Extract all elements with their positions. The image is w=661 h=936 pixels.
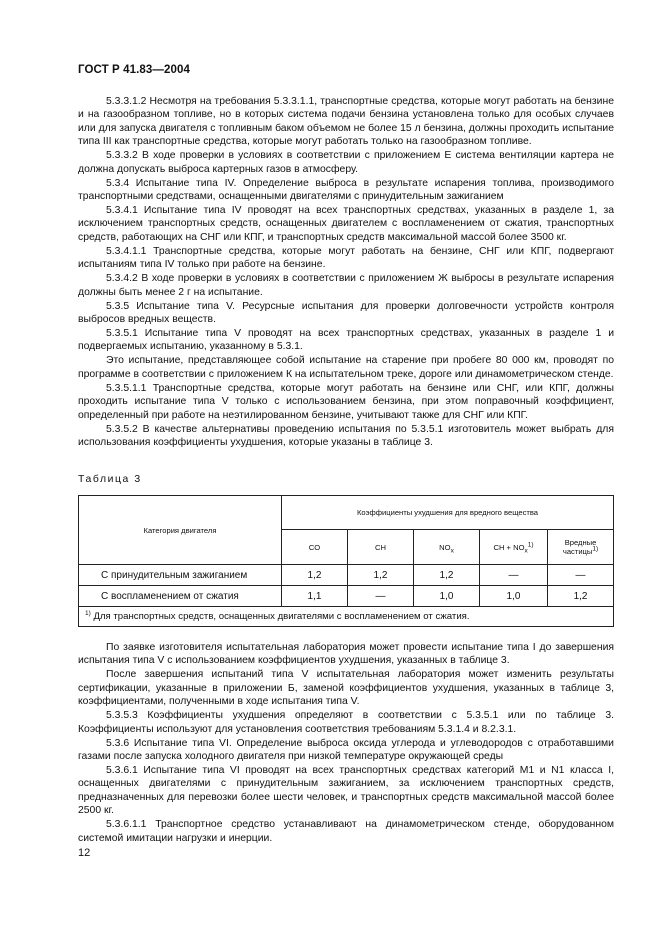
paragraph: Это испытание, представляющее собой испытание на старение при пробеге 80 000 км, проводят по программе в соответствии с приложением К на испытательном треке, дороге или динамометрическом стенде. bbox=[78, 355, 614, 380]
table-footnote: $^{1)}$ Для транспортных средств, оснащенных двигателями с воспламенением от сжатия. bbox=[79, 607, 614, 627]
paragraph: 5.3.6 Испытание типа VI. Определение выброса оксида углерода и углеводородов с отработавшими газами после запуска холодного двигателя при низкой температуре окружающей среды bbox=[78, 737, 614, 763]
table-cell: 1,0 bbox=[414, 586, 480, 607]
row-label: С принудительным зажиганием bbox=[79, 565, 282, 586]
paragraph: 5.3.5.1 Испытание типа V проводят на всех транспортных средствах, указанных в разделе 1 и подвергаемых испытанию, указанному в 5.3.1. bbox=[78, 328, 614, 353]
table-header-category: Категория двигателя bbox=[79, 496, 282, 565]
paragraph: 5.3.3.2 В ходе проверки в условиях в соответствии с приложением Е система вентиляции картера не должна допускать выброса картерных газов в атмосферу. bbox=[78, 150, 614, 175]
degradation-factors-table bbox=[78, 495, 614, 627]
paragraph: 5.3.6.1.1 Транспортное средство устанавливают на динамометрическом стенде, оборудованном системой имитации нагрузки и инерции. bbox=[78, 819, 614, 844]
table-cell: 1,2 bbox=[282, 565, 348, 586]
paragraph: 5.3.4 Испытание типа IV. Определение выброса в результате испарения топлива, производимого транспортными средствами, оснащенными двигателями с принудительным зажиганием bbox=[78, 177, 614, 203]
table-caption: Таблица 3 bbox=[78, 474, 142, 485]
table-cell: — bbox=[548, 565, 614, 586]
table-row bbox=[79, 586, 614, 607]
table-header-nox: $NO_x$ bbox=[414, 530, 480, 565]
paragraph: 5.3.6.1 Испытание типа VI проводят на всех транспортных средствах категорий M1 и N1 класса I, оснащенных двигателями с принудительным зажиганием, за исключением транспортных средств, предназначенных для перевозки более шести человек, и транспортных средств максимальной массой более 2500 кг. bbox=[78, 765, 614, 817]
paragraph: По заявке изготовителя испытательная лаборатория может провести испытание типа I до завершения испытания типа V с использованием коэффициентов ухудшения, указанных в таблице 3. bbox=[78, 642, 614, 667]
paragraph: 5.3.4.2 В ходе проверки в условиях в соответствии с приложением Ж выбросы в результате испарения должны быть менее 2 г на испытание. bbox=[78, 273, 614, 298]
table-row bbox=[79, 565, 614, 586]
paragraph: 5.3.5.3 Коэффициенты ухудшения определяют в соответствии с 5.3.5.1 или по таблице 3. Коэффициенты используют для установления соответствия требованиям 5.3.1.4 и 8.2.3.1. bbox=[78, 710, 614, 735]
table-header-particles: Вредные частицы$^{1)}$ bbox=[548, 530, 614, 565]
table-cell: 1,0 bbox=[480, 586, 548, 607]
table-header-ch-nox: CH + $NO_x^{1)}$ bbox=[480, 530, 548, 565]
table-cell: 1,1 bbox=[282, 586, 348, 607]
text-block-top bbox=[78, 95, 614, 450]
paragraph: 5.3.5.1.1 Транспортные средства, которые могут работать на бензине или СНГ, или КПГ, должны проходить испытание типа V только с использованием бензина, при этом поправочный коэффициент, определенный при работе на неэтилированном бензине, учитывают также для СНГ или КПГ. bbox=[78, 382, 614, 421]
table-cell: — bbox=[480, 565, 548, 586]
paragraph: 5.3.4.1.1 Транспортные средства, которые могут работать на бензине, СНГ или КПГ, подвергают испытаниям типа IV только при работе на бензине. bbox=[78, 245, 614, 271]
table-cell: 1,2 bbox=[414, 565, 480, 586]
text-block-bottom bbox=[78, 641, 614, 845]
paragraph: 5.3.4.1 Испытание типа IV проводят на всех транспортных средствах, указанных в разделе 1, за исключением транспортных средств, оснащенных двигателем с воспламенением от сжатия, транспортных средств, работающих на СНГ или КПГ, и транспортных средств максимальной массой более 3500 кг. bbox=[78, 205, 614, 243]
paragraph: 5.3.5.2 В качестве альтернативы проведению испытания по 5.3.5.1 изготовитель может выбрать для использования коэффициенты ухудшения, которые указаны в таблице 3. bbox=[78, 423, 614, 449]
row-label: С воспламенением от сжатия bbox=[79, 586, 282, 607]
table-cell: 1,2 bbox=[348, 565, 414, 586]
table-header-co: CO bbox=[282, 530, 348, 565]
paragraph: 5.3.3.1.2 Несмотря на требования 5.3.3.1.1, транспортные средства, которые могут работать на бензине и на газообразном топливе, но в которых система подачи бензина установлена только для особых случаев или для запуска двигателя с топливным баком объемом не более 15 л бензина, должны проходить испытание типа III как транспортные средства, которые могут работать только на газообразном топливе. bbox=[78, 96, 614, 148]
table-cell: — bbox=[348, 586, 414, 607]
document-header: ГОСТ Р 41.83—2004 bbox=[78, 64, 190, 76]
page-number: 12 bbox=[78, 847, 91, 859]
table-cell: 1,2 bbox=[548, 586, 614, 607]
table-header-group: Коэффициенты ухудшения для вредного вещества bbox=[282, 496, 614, 530]
paragraph: 5.3.5 Испытание типа V. Ресурсные испытания для проверки долговечности устройств контроля выбросов вредных веществ. bbox=[78, 300, 614, 326]
table-header-ch: CH bbox=[348, 530, 414, 565]
paragraph: После завершения испытаний типа V испытательная лаборатория может изменить результаты сертификации, указанные в приложении Б, заменой коэффициентов ухудшения, указанных в таблице 3, коэффициентами, полученными в ходе испытания типа V. bbox=[78, 669, 614, 708]
